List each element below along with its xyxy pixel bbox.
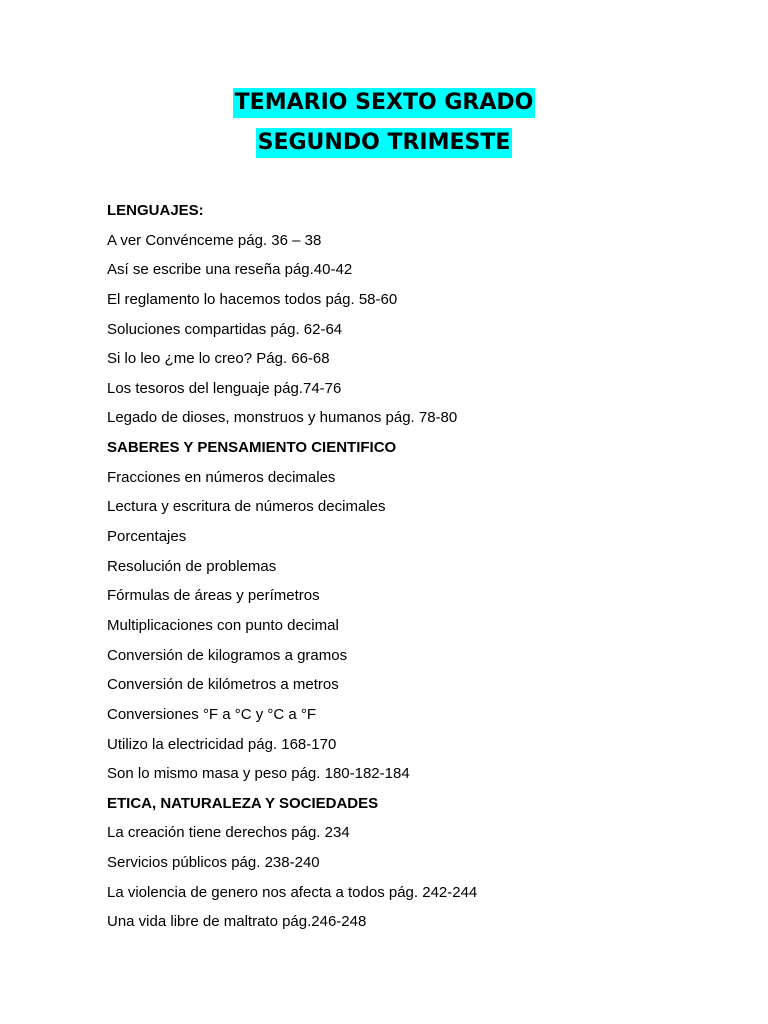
list-item: La creación tiene derechos pág. 234 — [107, 824, 350, 842]
section-saberes — [107, 433, 727, 789]
section-heading: SABERES Y PENSAMIENTO CIENTIFICO — [107, 439, 397, 457]
section-lenguajes — [107, 196, 727, 433]
list-item: Utilizo la electricidad pág. 168-170 — [107, 735, 337, 753]
title-line-1: TEMARIO SEXTO GRADO — [233, 88, 536, 118]
section-etica — [107, 789, 727, 937]
list-item: Conversión de kilómetros a metros — [107, 676, 339, 694]
list-item: Conversión de kilogramos a gramos — [107, 646, 348, 664]
list-item: Multiplicaciones con punto decimal — [107, 616, 339, 634]
list-item: Si lo leo ¿me lo creo? Pág. 66-68 — [107, 350, 330, 368]
title-line-2: SEGUNDO TRIMESTE — [256, 128, 513, 158]
syllabus-content — [107, 196, 727, 937]
list-item: Legado de dioses, monstruos y humanos pág. 78-80 — [107, 409, 458, 427]
list-item: Lectura y escritura de números decimales — [107, 498, 386, 516]
list-item: Porcentajes — [107, 528, 187, 546]
list-item: Una vida libre de maltrato pág.246-248 — [107, 913, 367, 931]
list-item: La violencia de genero nos afecta a todos pág. 242-244 — [107, 883, 478, 901]
document-title — [0, 88, 768, 168]
list-item: Conversiones °F a °C y °C a °F — [107, 705, 317, 723]
list-item: A ver Convénceme pág. 36 – 38 — [107, 231, 322, 249]
section-heading: LENGUAJES: — [107, 202, 204, 219]
list-item: Servicios públicos pág. 238-240 — [107, 854, 320, 872]
list-item: Fórmulas de áreas y perímetros — [107, 587, 320, 605]
list-item: El reglamento lo hacemos todos pág. 58-60 — [107, 290, 398, 308]
list-item: Soluciones compartidas pág. 62-64 — [107, 320, 343, 338]
list-item: Los tesoros del lenguaje pág.74-76 — [107, 379, 342, 397]
list-item: Resolución de problemas — [107, 557, 277, 575]
section-heading: ETICA, NATURALEZA Y SOCIEDADES — [107, 794, 379, 812]
list-item: Así se escribe una reseña pág.40-42 — [107, 261, 353, 279]
list-item: Fracciones en números decimales — [107, 468, 336, 486]
list-item: Son lo mismo masa y peso pág. 180-182-184 — [107, 765, 410, 783]
